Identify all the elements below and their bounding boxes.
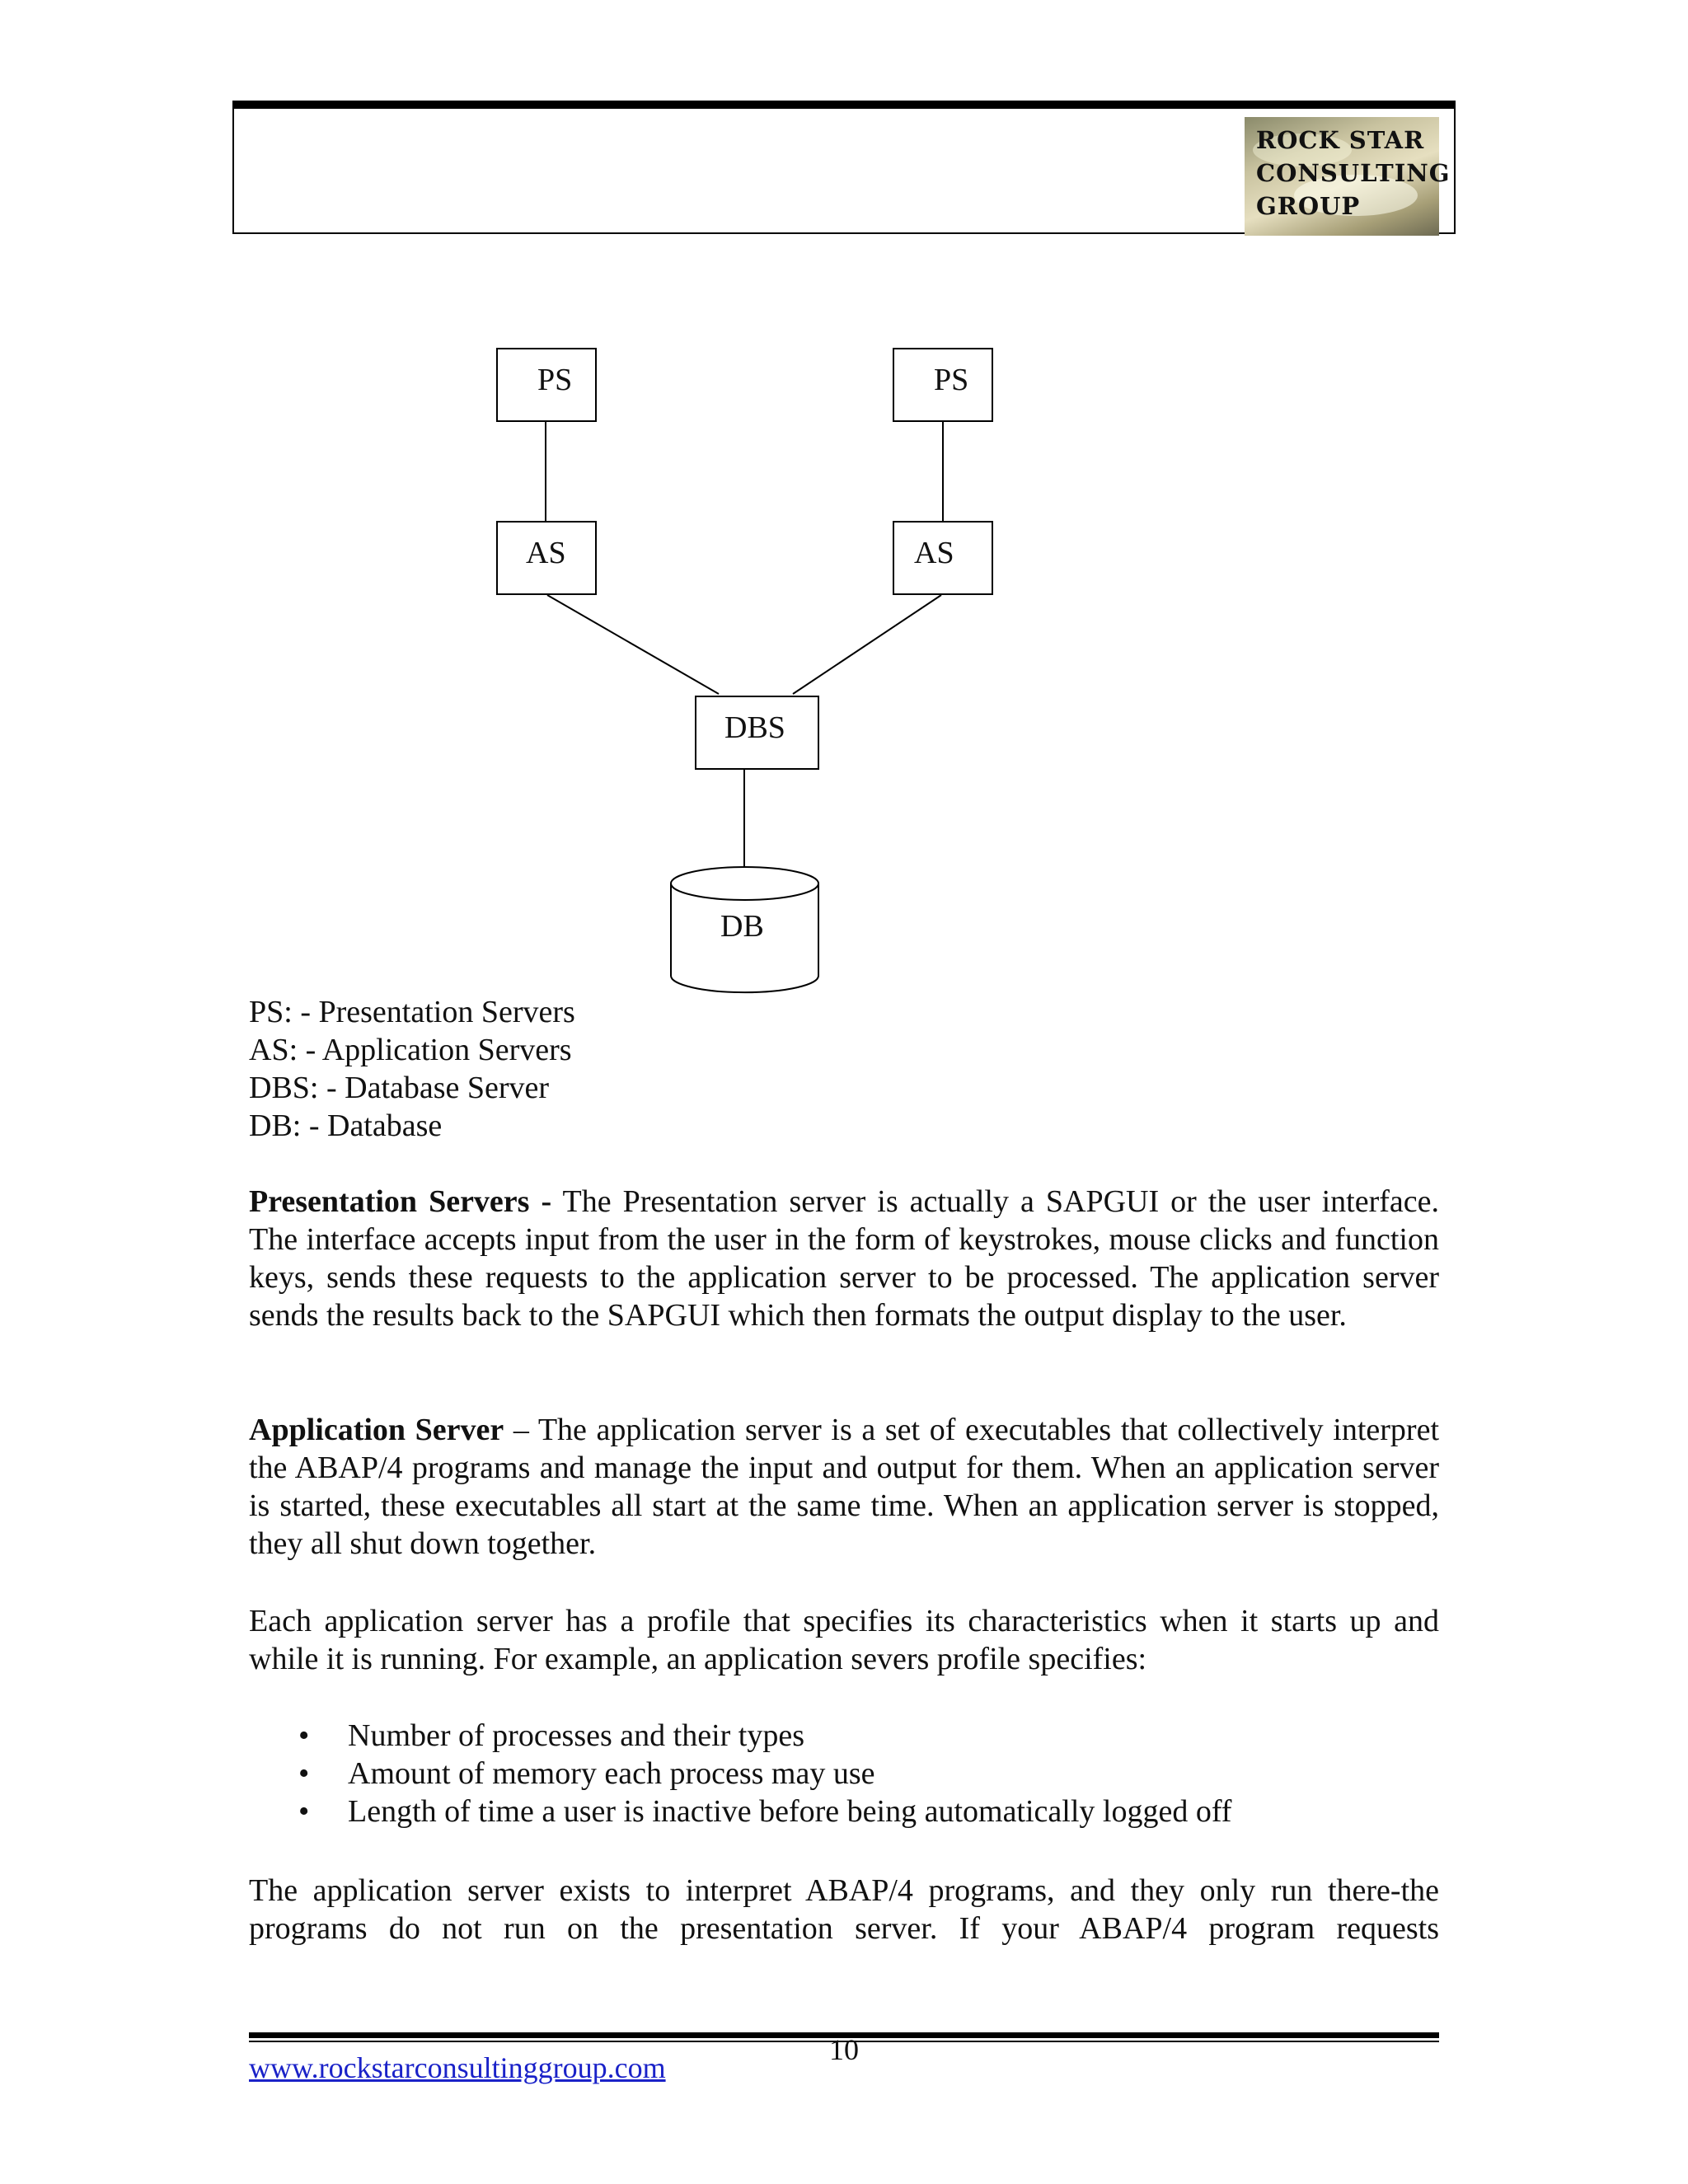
list-item [249,1755,1439,1793]
diagram-legend [249,993,1439,1145]
ps-node-right-label: PS [934,363,969,397]
logo-line-2: CONSULTING [1256,159,1451,187]
dbs-node-label: DBS [724,710,785,745]
closing-section [249,1872,1439,1947]
bullet-icon: • [298,1718,310,1753]
ps-node-right [893,348,993,422]
bullet-text: Length of time a user is inactive before being automatically logged off [348,1794,1232,1829]
connector-as-dbs-left [547,595,719,694]
presentation-servers-text: The Presentation server is actually a SAPGUI or the user interface. The interface accepts input from the user in the form of keystrokes, mouse clicks and function keys, sends these requests to the application server to be processed. The application server sends the results back to the SAPGUI which then formats the output display to the user. [249,1184,1439,1333]
bullet-text: Amount of memory each process may use [348,1756,875,1791]
page-number: 10 [829,2033,859,2066]
bullet-list [249,1717,1439,1830]
list-item [249,1793,1439,1830]
as-node-right [893,521,993,595]
connector-as-dbs-right [793,595,941,694]
dbs-node [695,696,819,770]
ps-node-left-label: PS [537,363,573,397]
ps-node-left [496,348,597,422]
profile-section [249,1602,1439,1678]
logo-line-1: ROCK STAR [1256,126,1425,154]
bullet-icon: • [298,1756,310,1791]
db-node-label: DB [720,909,764,944]
bullet-icon: • [298,1794,310,1829]
company-logo [1245,117,1451,236]
bullet-text: Number of processes and their types [348,1718,805,1753]
legend-db: DB: - Database [249,1108,443,1143]
footer-website-link[interactable]: www.rockstarconsultinggroup.com [249,2051,666,2084]
list-item [249,1717,1439,1755]
database-cylinder [669,865,820,994]
application-server-paragraph [249,1411,1439,1563]
profile-paragraph: Each application server has a profile that specifies its characteristics when it starts up and while it is running. For example, an application severs profile specifies: [249,1604,1439,1676]
presentation-servers-paragraph [249,1183,1439,1334]
application-server-heading: Application Server [249,1413,504,1447]
application-server-text: – The application server is a set of executables that collectively interpret the ABAP/4 programs and manage the input and output for them. When an application server is started, these executables all start at the same time. When an application server is stopped, they all shut down together. [249,1413,1440,1561]
presentation-servers-section [249,1183,1439,1334]
closing-paragraph: The application server exists to interpret ABAP/4 programs, and they only run there-the programs do not run on the presentation server. If your ABAP/4 program requests [249,1873,1439,1946]
page-header [232,101,1456,234]
logo-line-3: GROUP [1256,192,1361,220]
as-node-right-label: AS [914,536,954,570]
legend-ps: PS: - Presentation Servers [249,995,575,1029]
legend-as: AS: - Application Servers [249,1033,572,1067]
presentation-servers-heading: Presentation Servers - [249,1184,552,1219]
profile-bullets [249,1717,1439,1830]
as-node-left [496,521,597,595]
as-node-left-label: AS [526,536,566,570]
legend-dbs: DBS: - Database Server [249,1071,550,1105]
application-server-section [249,1411,1439,1563]
